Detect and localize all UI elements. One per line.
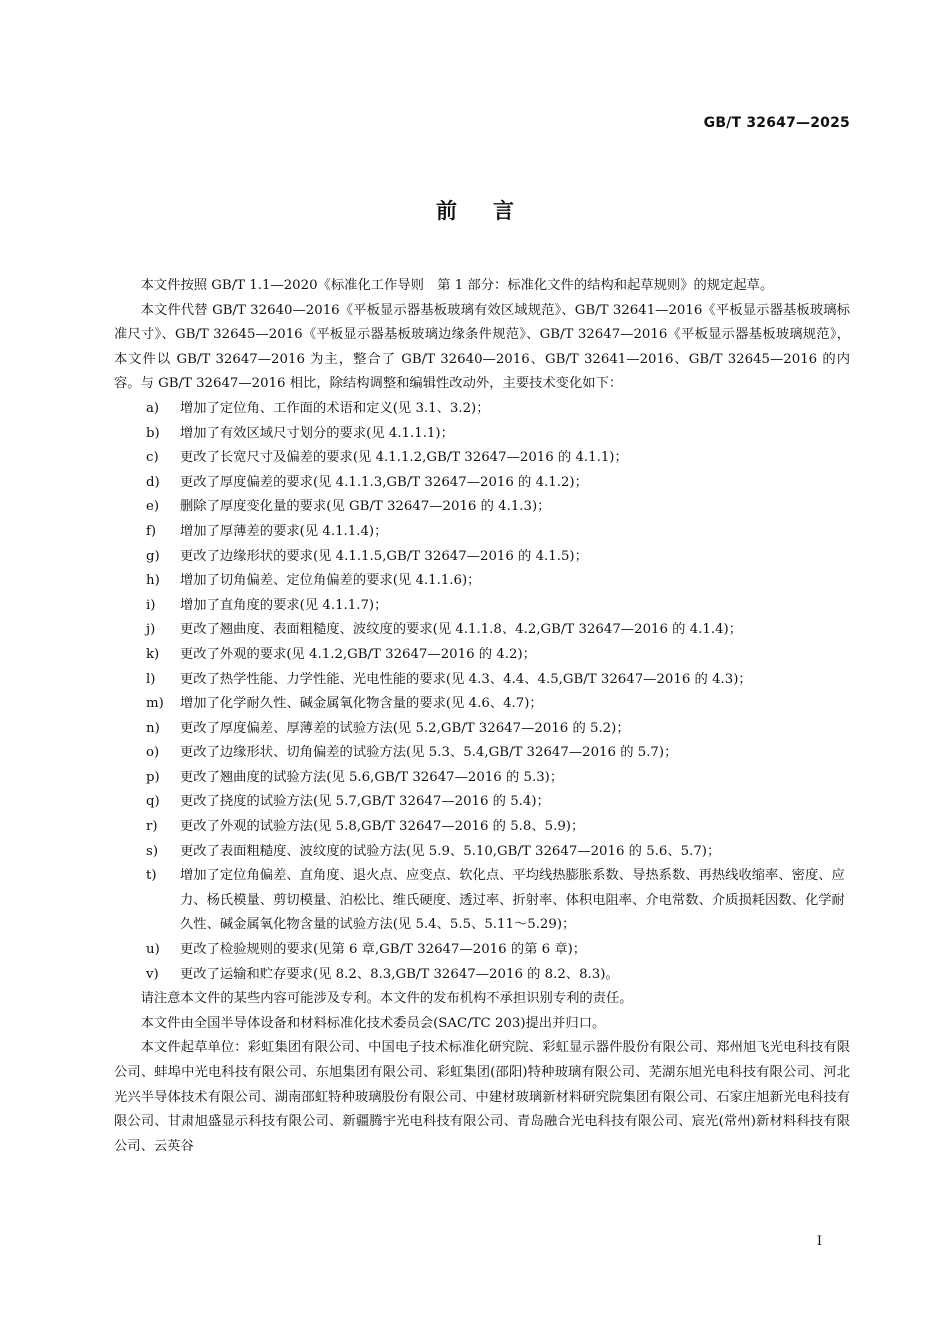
technical-changes-list (114, 397, 850, 987)
list-item (114, 397, 850, 422)
list-item (114, 618, 850, 643)
intro-paragraph-2: 本文件代替 GB/T 32640—2016《平板显示器基板玻璃有效区域规范》、GB/T 32641—2016《平板显示器基板玻璃标准尺寸》、GB/T 32645—2016《平板显示器基板玻璃边缘条件规范》、GB/T 32647—2016《平板显示器基板玻璃规范》，本文件以 GB/T 32647—2016 为主，整合了 GB/T 32640—2016、GB/T 32641—2016、GB/T 32645—2016 的内容。与 GB/T 32647—2016 相比，除结构调整和编辑性改动外，主要技术变化如下： (114, 302, 850, 392)
list-item (114, 545, 850, 570)
list-item-text: 删除了厚度变化量的要求(见 GB/T 32647—2016 的 4.1.3)； (180, 499, 551, 515)
list-marker: o) (146, 745, 160, 761)
list-marker: c) (146, 450, 159, 466)
list-marker: a) (146, 400, 160, 416)
list-item-text: 更改了厚度偏差、厚薄差的试验方法(见 5.2,GB/T 32647—2016 的 5.2)； (180, 720, 630, 736)
list-item-text: 增加了厚薄差的要求(见 4.1.1.4)； (180, 523, 388, 539)
list-item-text: 增加了定位角、工作面的术语和定义(见 3.1、3.2)； (180, 400, 490, 416)
page-number: I (816, 1234, 822, 1249)
list-marker: l) (146, 671, 156, 687)
list-item (114, 840, 850, 865)
list-item-text: 更改了翘曲度、表面粗糙度、波纹度的要求(见 4.1.1.8、4.2,GB/T 32647—2016 的 4.1.4)； (180, 622, 743, 638)
list-item (114, 471, 850, 496)
page-title: 前言 (436, 199, 550, 223)
list-item (114, 495, 850, 520)
list-item (114, 668, 850, 693)
drafting-units-paragraph: 本文件起草单位：彩虹集团有限公司、中国电子技术标准化研究院、彩虹显示器件股份有限公司、郑州旭飞光电科技有限公司、蚌埠中光电科技有限公司、东旭集团有限公司、彩虹集团(邵阳)特种玻璃有限公司、芜湖东旭光电科技有限公司、河北光兴半导体技术有限公司、湖南邵虹特种玻璃股份有限公司、中建材玻璃新材料研究院集团有限公司、石家庄旭新光电科技有限公司、甘肃旭盛显示科技有限公司、新疆腾宇光电科技有限公司、青岛融合光电科技有限公司、宸光(常州)新材料科技有限公司、云英谷 (114, 1040, 850, 1154)
list-item (114, 864, 850, 938)
list-item-text: 增加了切角偏差、定位角偏差的要求(见 4.1.1.6)； (180, 573, 481, 589)
list-item (114, 790, 850, 815)
list-item (114, 446, 850, 471)
list-marker: f) (146, 523, 157, 539)
list-item (114, 569, 850, 594)
list-item-text: 更改了热学性能、力学性能、光电性能的要求(见 4.3、4.4、4.5,GB/T 32647—2016 的 4.3)； (180, 671, 752, 687)
list-item-text: 更改了表面粗糙度、波纹度的试验方法(见 5.9、5.10,GB/T 32647—2016 的 5.6、5.7)； (180, 843, 721, 859)
list-marker: g) (146, 548, 160, 564)
list-item-text: 更改了检验规则的要求(见第 6 章,GB/T 32647—2016 的第 6 章)； (180, 942, 587, 958)
list-marker: e) (146, 499, 160, 515)
list-item-text: 增加了化学耐久性、碱金属氧化物含量的要求(见 4.6、4.7)； (180, 696, 543, 712)
list-item (114, 692, 850, 717)
list-item-text: 更改了长宽尺寸及偏差的要求(见 4.1.1.2,GB/T 32647—2016 的 4.1.1)； (180, 450, 628, 466)
proposer-paragraph: 本文件由全国半导体设备和材料标准化技术委员会(SAC/TC 203)提出并归口。 (140, 1015, 606, 1031)
list-item-text: 增加了有效区域尺寸划分的要求(见 4.1.1.1)； (180, 425, 454, 441)
list-item-text: 更改了厚度偏差的要求(见 4.1.1.3,GB/T 32647—2016 的 4.1.2)； (180, 474, 588, 490)
list-item-text: 更改了边缘形状、切角偏差的试验方法(见 5.3、5.4,GB/T 32647—2016 的 5.7)； (180, 745, 678, 761)
list-marker: k) (146, 646, 160, 662)
list-item (114, 963, 850, 988)
intro-paragraph-1: 本文件按照 GB/T 1.1—2020《标准化工作导则 第 1 部分：标准化文件的结构和起草规则》的规定起草。 (140, 278, 774, 293)
list-item-text: 更改了运输和贮存要求(见 8.2、8.3,GB/T 32647—2016 的 8.2、8.3)。 (180, 966, 619, 982)
list-item-text: 增加了直角度的要求(见 4.1.1.7)； (180, 597, 388, 613)
list-item-text: 更改了翘曲度的试验方法(见 5.6,GB/T 32647—2016 的 5.3)； (180, 769, 564, 785)
list-item (114, 594, 850, 619)
list-item (114, 766, 850, 791)
list-marker: m) (146, 696, 164, 712)
list-marker: v) (146, 966, 159, 982)
list-item-text: 更改了边缘形状的要求(见 4.1.1.5,GB/T 32647—2016 的 4.1.5)； (180, 548, 588, 564)
list-marker: j) (146, 622, 156, 638)
list-item (114, 717, 850, 742)
list-marker: s) (146, 843, 159, 859)
list-item (114, 422, 850, 447)
foreword-body (114, 274, 850, 1159)
list-item (114, 815, 850, 840)
list-marker: i) (146, 597, 156, 613)
list-marker: d) (146, 474, 160, 490)
list-marker: n) (146, 720, 160, 736)
list-item (114, 938, 850, 963)
list-item (114, 643, 850, 668)
list-marker: t) (146, 868, 157, 884)
list-marker: q) (146, 794, 160, 810)
list-marker: h) (146, 573, 160, 589)
list-item-text: 增加了定位角偏差、直角度、退火点、应变点、软化点、平均线热膨胀系数、导热系数、再热线收缩率、密度、应力、杨氏模量、剪切模量、泊松比、维氏硬度、透过率、折射率、体积电阻率、介电常数、介质损耗因数、化学耐久性、碱金属氧化物含量的试验方法(见 5.4、5.5、5.11～5.29)； (180, 868, 845, 933)
list-marker: p) (146, 769, 160, 785)
list-marker: b) (146, 425, 160, 441)
list-item-text: 更改了外观的试验方法(见 5.8,GB/T 32647—2016 的 5.8、5.9)； (180, 819, 585, 835)
standard-code: GB/T 32647—2025 (703, 115, 850, 131)
list-item (114, 520, 850, 545)
list-item-text: 更改了挠度的试验方法(见 5.7,GB/T 32647—2016 的 5.4)； (180, 794, 550, 810)
patent-notice: 请注意本文件的某些内容可能涉及专利。本文件的发布机构不承担识别专利的责任。 (140, 991, 633, 1007)
list-item-text: 更改了外观的要求(见 4.1.2,GB/T 32647—2016 的 4.2)； (180, 646, 536, 662)
list-marker: u) (146, 942, 160, 958)
list-marker: r) (146, 819, 158, 835)
list-item (114, 741, 850, 766)
